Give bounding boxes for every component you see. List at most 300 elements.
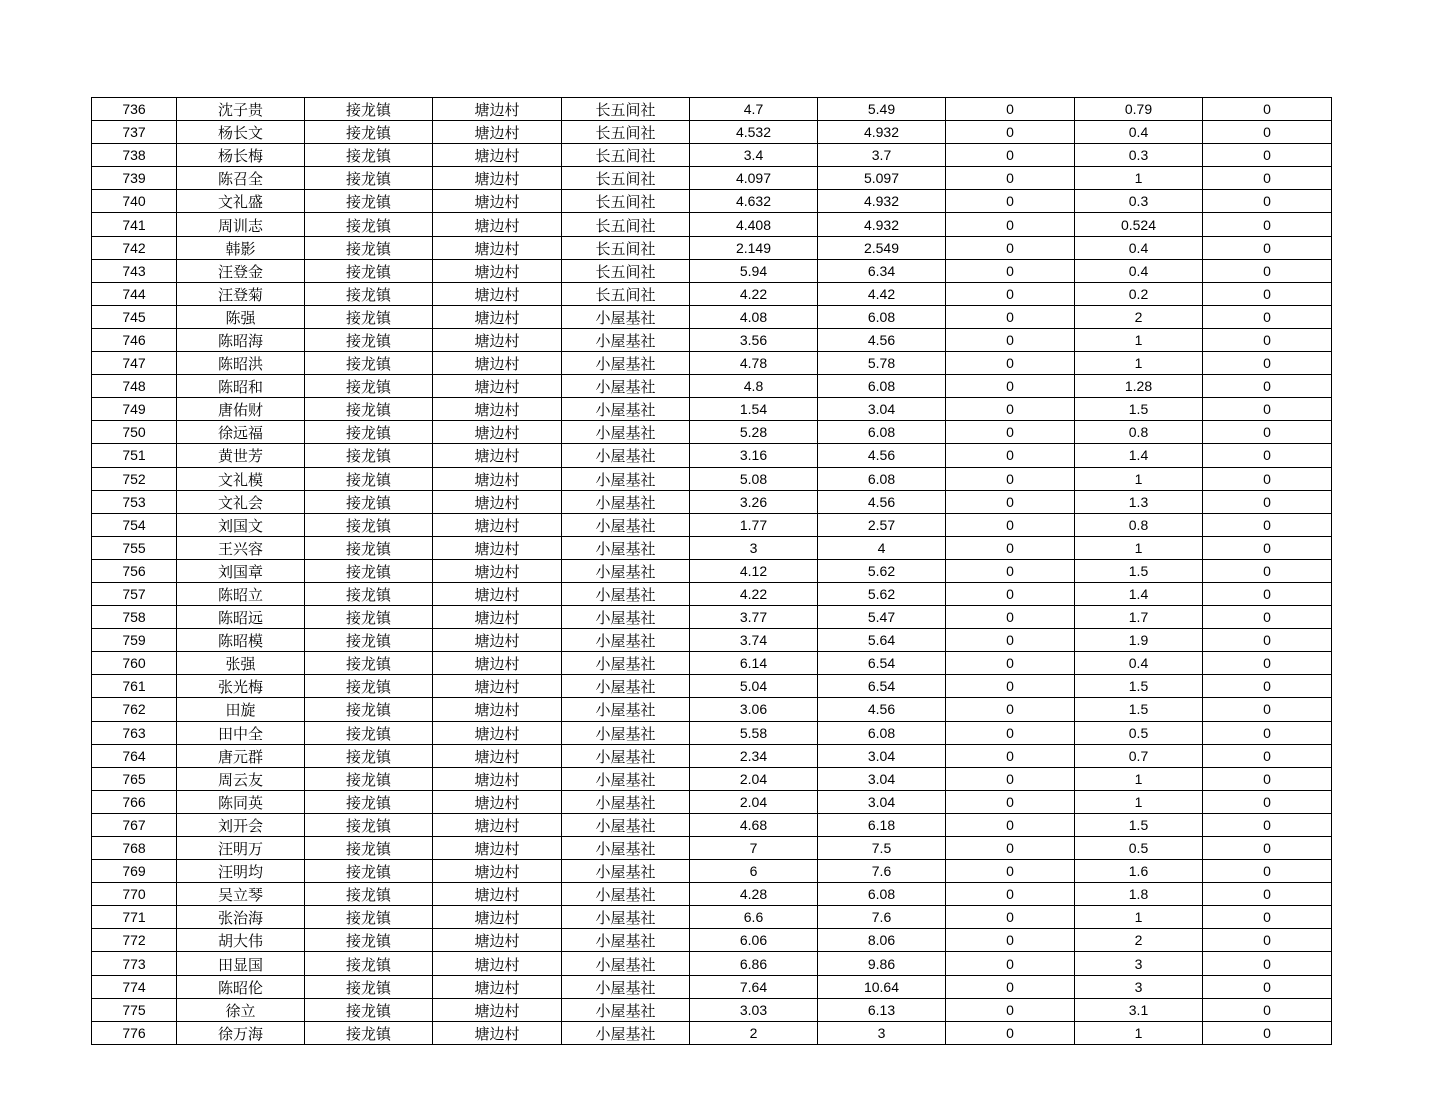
- cell-value-e: 0: [1203, 282, 1332, 305]
- cell-town: 接龙镇: [305, 767, 433, 790]
- cell-village: 塘边村: [433, 259, 562, 282]
- cell-town: 接龙镇: [305, 929, 433, 952]
- cell-village: 塘边村: [433, 698, 562, 721]
- cell-name: 陈昭洪: [177, 352, 305, 375]
- cell-row-number: 769: [92, 860, 177, 883]
- cell-value-a: 2.149: [690, 236, 818, 259]
- cell-town: 接龙镇: [305, 860, 433, 883]
- cell-value-a: 2.34: [690, 744, 818, 767]
- cell-value-b: 6.08: [818, 883, 946, 906]
- cell-value-d: 1.28: [1075, 375, 1203, 398]
- table-row: [92, 213, 1332, 236]
- table-row: [92, 952, 1332, 975]
- cell-value-a: 4.632: [690, 190, 818, 213]
- cell-value-d: 3: [1075, 975, 1203, 998]
- cell-town: 接龙镇: [305, 883, 433, 906]
- cell-value-d: 1: [1075, 167, 1203, 190]
- cell-group: 小屋基社: [562, 813, 690, 836]
- cell-village: 塘边村: [433, 860, 562, 883]
- cell-value-b: 9.86: [818, 952, 946, 975]
- cell-value-d: 1: [1075, 352, 1203, 375]
- cell-value-c: 0: [946, 744, 1075, 767]
- cell-value-b: 4.56: [818, 444, 946, 467]
- cell-town: 接龙镇: [305, 467, 433, 490]
- cell-value-c: 0: [946, 490, 1075, 513]
- cell-village: 塘边村: [433, 213, 562, 236]
- cell-group: 小屋基社: [562, 352, 690, 375]
- cell-group: 小屋基社: [562, 606, 690, 629]
- cell-value-b: 5.62: [818, 582, 946, 605]
- cell-value-d: 1.5: [1075, 675, 1203, 698]
- cell-name: 陈昭远: [177, 606, 305, 629]
- cell-row-number: 739: [92, 167, 177, 190]
- cell-row-number: 753: [92, 490, 177, 513]
- cell-town: 接龙镇: [305, 975, 433, 998]
- table-row: [92, 675, 1332, 698]
- cell-value-b: 4.932: [818, 213, 946, 236]
- cell-group: 小屋基社: [562, 952, 690, 975]
- cell-value-a: 4.097: [690, 167, 818, 190]
- cell-value-a: 6.14: [690, 652, 818, 675]
- cell-value-d: 0.4: [1075, 236, 1203, 259]
- cell-village: 塘边村: [433, 929, 562, 952]
- cell-value-c: 0: [946, 236, 1075, 259]
- cell-name: 汪明均: [177, 860, 305, 883]
- cell-row-number: 741: [92, 213, 177, 236]
- cell-row-number: 772: [92, 929, 177, 952]
- cell-value-b: 5.78: [818, 352, 946, 375]
- cell-value-b: 10.64: [818, 975, 946, 998]
- cell-village: 塘边村: [433, 582, 562, 605]
- cell-value-b: 4.42: [818, 282, 946, 305]
- cell-town: 接龙镇: [305, 375, 433, 398]
- cell-value-c: 0: [946, 328, 1075, 351]
- cell-village: 塘边村: [433, 352, 562, 375]
- cell-town: 接龙镇: [305, 998, 433, 1021]
- cell-value-b: 5.62: [818, 559, 946, 582]
- table-row: [92, 167, 1332, 190]
- cell-value-c: 0: [946, 860, 1075, 883]
- cell-value-a: 1.54: [690, 398, 818, 421]
- cell-village: 塘边村: [433, 606, 562, 629]
- cell-name: 文礼模: [177, 467, 305, 490]
- cell-value-c: 0: [946, 629, 1075, 652]
- cell-value-e: 0: [1203, 328, 1332, 351]
- cell-row-number: 771: [92, 906, 177, 929]
- cell-name: 韩影: [177, 236, 305, 259]
- cell-value-e: 0: [1203, 259, 1332, 282]
- cell-name: 陈同英: [177, 790, 305, 813]
- table-row: [92, 444, 1332, 467]
- cell-value-e: 0: [1203, 629, 1332, 652]
- cell-value-b: 2.57: [818, 513, 946, 536]
- cell-group: 小屋基社: [562, 652, 690, 675]
- cell-value-c: 0: [946, 98, 1075, 121]
- cell-name: 唐佑财: [177, 398, 305, 421]
- cell-town: 接龙镇: [305, 328, 433, 351]
- cell-value-b: 4.56: [818, 698, 946, 721]
- cell-value-a: 5.28: [690, 421, 818, 444]
- cell-value-b: 7.6: [818, 860, 946, 883]
- cell-name: 田旋: [177, 698, 305, 721]
- cell-row-number: 752: [92, 467, 177, 490]
- cell-value-e: 0: [1203, 421, 1332, 444]
- cell-value-c: 0: [946, 1021, 1075, 1044]
- cell-town: 接龙镇: [305, 675, 433, 698]
- cell-value-d: 0.5: [1075, 721, 1203, 744]
- table-row: [92, 698, 1332, 721]
- cell-town: 接龙镇: [305, 213, 433, 236]
- cell-value-b: 3.04: [818, 790, 946, 813]
- cell-value-d: 0.524: [1075, 213, 1203, 236]
- cell-name: 张治海: [177, 906, 305, 929]
- cell-row-number: 756: [92, 559, 177, 582]
- cell-row-number: 742: [92, 236, 177, 259]
- cell-village: 塘边村: [433, 629, 562, 652]
- cell-name: 汪登金: [177, 259, 305, 282]
- cell-village: 塘边村: [433, 675, 562, 698]
- cell-town: 接龙镇: [305, 721, 433, 744]
- cell-row-number: 764: [92, 744, 177, 767]
- cell-village: 塘边村: [433, 721, 562, 744]
- cell-value-c: 0: [946, 536, 1075, 559]
- cell-value-b: 6.08: [818, 375, 946, 398]
- cell-value-e: 0: [1203, 98, 1332, 121]
- cell-value-e: 0: [1203, 998, 1332, 1021]
- cell-row-number: 775: [92, 998, 177, 1021]
- cell-town: 接龙镇: [305, 629, 433, 652]
- cell-group: 小屋基社: [562, 421, 690, 444]
- cell-value-b: 5.49: [818, 98, 946, 121]
- cell-value-e: 0: [1203, 190, 1332, 213]
- cell-value-a: 4.7: [690, 98, 818, 121]
- cell-village: 塘边村: [433, 790, 562, 813]
- cell-town: 接龙镇: [305, 98, 433, 121]
- cell-value-a: 4.12: [690, 559, 818, 582]
- cell-village: 塘边村: [433, 883, 562, 906]
- cell-name: 徐远福: [177, 421, 305, 444]
- cell-value-d: 1.8: [1075, 883, 1203, 906]
- cell-value-b: 6.08: [818, 305, 946, 328]
- cell-village: 塘边村: [433, 467, 562, 490]
- cell-value-d: 1: [1075, 790, 1203, 813]
- table-row: [92, 421, 1332, 444]
- table-row: [92, 328, 1332, 351]
- cell-name: 陈强: [177, 305, 305, 328]
- cell-value-d: 1.4: [1075, 582, 1203, 605]
- cell-value-b: 2.549: [818, 236, 946, 259]
- cell-value-c: 0: [946, 282, 1075, 305]
- cell-name: 陈昭和: [177, 375, 305, 398]
- table-row: [92, 582, 1332, 605]
- cell-value-a: 3: [690, 536, 818, 559]
- cell-value-e: 0: [1203, 790, 1332, 813]
- cell-group: 长五间社: [562, 236, 690, 259]
- cell-village: 塘边村: [433, 744, 562, 767]
- cell-value-b: 4.932: [818, 190, 946, 213]
- cell-group: 小屋基社: [562, 929, 690, 952]
- cell-value-b: 4.56: [818, 328, 946, 351]
- cell-value-e: 0: [1203, 675, 1332, 698]
- cell-row-number: 743: [92, 259, 177, 282]
- cell-value-c: 0: [946, 998, 1075, 1021]
- cell-value-e: 0: [1203, 906, 1332, 929]
- household-data-table: [91, 97, 1332, 1045]
- cell-group: 小屋基社: [562, 860, 690, 883]
- cell-group: 小屋基社: [562, 675, 690, 698]
- cell-name: 张光梅: [177, 675, 305, 698]
- cell-row-number: 744: [92, 282, 177, 305]
- cell-value-e: 0: [1203, 813, 1332, 836]
- cell-value-b: 5.47: [818, 606, 946, 629]
- cell-town: 接龙镇: [305, 790, 433, 813]
- cell-value-b: 4: [818, 536, 946, 559]
- cell-row-number: 776: [92, 1021, 177, 1044]
- cell-value-d: 0.3: [1075, 190, 1203, 213]
- cell-town: 接龙镇: [305, 398, 433, 421]
- cell-value-e: 0: [1203, 744, 1332, 767]
- cell-value-e: 0: [1203, 1021, 1332, 1044]
- table-row: [92, 998, 1332, 1021]
- cell-value-d: 0.4: [1075, 259, 1203, 282]
- cell-value-c: 0: [946, 559, 1075, 582]
- cell-row-number: 757: [92, 582, 177, 605]
- cell-value-c: 0: [946, 790, 1075, 813]
- cell-name: 王兴容: [177, 536, 305, 559]
- cell-value-b: 3.7: [818, 144, 946, 167]
- cell-group: 小屋基社: [562, 513, 690, 536]
- cell-row-number: 737: [92, 121, 177, 144]
- cell-row-number: 755: [92, 536, 177, 559]
- cell-value-c: 0: [946, 582, 1075, 605]
- cell-group: 小屋基社: [562, 375, 690, 398]
- cell-group: 小屋基社: [562, 698, 690, 721]
- cell-value-e: 0: [1203, 236, 1332, 259]
- cell-town: 接龙镇: [305, 513, 433, 536]
- table-row: [92, 190, 1332, 213]
- cell-value-a: 6: [690, 860, 818, 883]
- cell-value-e: 0: [1203, 582, 1332, 605]
- cell-value-c: 0: [946, 952, 1075, 975]
- cell-value-c: 0: [946, 975, 1075, 998]
- table-row: [92, 860, 1332, 883]
- cell-value-c: 0: [946, 675, 1075, 698]
- table-row: [92, 467, 1332, 490]
- cell-group: 小屋基社: [562, 559, 690, 582]
- cell-value-a: 3.06: [690, 698, 818, 721]
- cell-value-e: 0: [1203, 467, 1332, 490]
- cell-group: 小屋基社: [562, 398, 690, 421]
- cell-value-e: 0: [1203, 952, 1332, 975]
- cell-row-number: 763: [92, 721, 177, 744]
- cell-name: 田显国: [177, 952, 305, 975]
- cell-row-number: 770: [92, 883, 177, 906]
- cell-town: 接龙镇: [305, 282, 433, 305]
- cell-town: 接龙镇: [305, 352, 433, 375]
- cell-value-c: 0: [946, 352, 1075, 375]
- table-row: [92, 490, 1332, 513]
- cell-value-c: 0: [946, 606, 1075, 629]
- cell-value-d: 1.4: [1075, 444, 1203, 467]
- cell-group: 小屋基社: [562, 998, 690, 1021]
- cell-value-a: 7: [690, 837, 818, 860]
- cell-row-number: 750: [92, 421, 177, 444]
- cell-value-e: 0: [1203, 305, 1332, 328]
- cell-group: 小屋基社: [562, 906, 690, 929]
- cell-group: 小屋基社: [562, 975, 690, 998]
- cell-value-a: 3.74: [690, 629, 818, 652]
- cell-value-e: 0: [1203, 975, 1332, 998]
- cell-value-b: 4.932: [818, 121, 946, 144]
- cell-group: 长五间社: [562, 98, 690, 121]
- cell-value-b: 6.08: [818, 421, 946, 444]
- cell-value-a: 5.08: [690, 467, 818, 490]
- cell-value-c: 0: [946, 906, 1075, 929]
- cell-group: 小屋基社: [562, 582, 690, 605]
- cell-value-a: 2: [690, 1021, 818, 1044]
- cell-town: 接龙镇: [305, 952, 433, 975]
- cell-value-a: 2.04: [690, 767, 818, 790]
- cell-value-c: 0: [946, 444, 1075, 467]
- cell-town: 接龙镇: [305, 906, 433, 929]
- cell-value-c: 0: [946, 213, 1075, 236]
- cell-value-d: 1.7: [1075, 606, 1203, 629]
- cell-value-a: 3.4: [690, 144, 818, 167]
- cell-row-number: 736: [92, 98, 177, 121]
- cell-town: 接龙镇: [305, 490, 433, 513]
- cell-town: 接龙镇: [305, 144, 433, 167]
- cell-row-number: 749: [92, 398, 177, 421]
- cell-value-b: 4.56: [818, 490, 946, 513]
- cell-value-a: 4.22: [690, 282, 818, 305]
- table-row: [92, 1021, 1332, 1044]
- cell-row-number: 738: [92, 144, 177, 167]
- cell-village: 塘边村: [433, 813, 562, 836]
- cell-value-e: 0: [1203, 606, 1332, 629]
- cell-group: 小屋基社: [562, 744, 690, 767]
- table-row: [92, 790, 1332, 813]
- cell-row-number: 765: [92, 767, 177, 790]
- cell-town: 接龙镇: [305, 421, 433, 444]
- cell-value-c: 0: [946, 698, 1075, 721]
- cell-name: 周训志: [177, 213, 305, 236]
- cell-name: 汪登菊: [177, 282, 305, 305]
- cell-town: 接龙镇: [305, 559, 433, 582]
- cell-village: 塘边村: [433, 490, 562, 513]
- table-row: [92, 259, 1332, 282]
- cell-value-d: 0.79: [1075, 98, 1203, 121]
- cell-group: 小屋基社: [562, 490, 690, 513]
- cell-value-e: 0: [1203, 652, 1332, 675]
- cell-name: 徐立: [177, 998, 305, 1021]
- cell-group: 长五间社: [562, 121, 690, 144]
- cell-name: 文礼会: [177, 490, 305, 513]
- table-row: [92, 606, 1332, 629]
- cell-row-number: 754: [92, 513, 177, 536]
- table-row: [92, 513, 1332, 536]
- cell-value-e: 0: [1203, 375, 1332, 398]
- cell-name: 沈子贵: [177, 98, 305, 121]
- cell-town: 接龙镇: [305, 167, 433, 190]
- cell-value-c: 0: [946, 167, 1075, 190]
- cell-village: 塘边村: [433, 144, 562, 167]
- cell-village: 塘边村: [433, 98, 562, 121]
- cell-village: 塘边村: [433, 1021, 562, 1044]
- cell-village: 塘边村: [433, 559, 562, 582]
- cell-value-d: 0.5: [1075, 837, 1203, 860]
- cell-value-c: 0: [946, 883, 1075, 906]
- cell-village: 塘边村: [433, 236, 562, 259]
- cell-village: 塘边村: [433, 421, 562, 444]
- cell-value-a: 4.78: [690, 352, 818, 375]
- cell-name: 陈昭海: [177, 328, 305, 351]
- cell-value-b: 6.08: [818, 467, 946, 490]
- cell-value-d: 1.5: [1075, 813, 1203, 836]
- table-row: [92, 352, 1332, 375]
- cell-village: 塘边村: [433, 513, 562, 536]
- cell-group: 小屋基社: [562, 305, 690, 328]
- cell-value-c: 0: [946, 467, 1075, 490]
- cell-value-c: 0: [946, 652, 1075, 675]
- cell-group: 小屋基社: [562, 721, 690, 744]
- cell-value-d: 1.5: [1075, 698, 1203, 721]
- cell-value-e: 0: [1203, 698, 1332, 721]
- cell-value-d: 2: [1075, 305, 1203, 328]
- cell-value-a: 7.64: [690, 975, 818, 998]
- cell-town: 接龙镇: [305, 1021, 433, 1044]
- cell-value-d: 1: [1075, 536, 1203, 559]
- cell-town: 接龙镇: [305, 236, 433, 259]
- cell-value-a: 6.6: [690, 906, 818, 929]
- cell-town: 接龙镇: [305, 606, 433, 629]
- cell-name: 吴立琴: [177, 883, 305, 906]
- table-row: [92, 929, 1332, 952]
- cell-value-e: 0: [1203, 767, 1332, 790]
- table-row: [92, 236, 1332, 259]
- cell-group: 小屋基社: [562, 767, 690, 790]
- cell-group: 长五间社: [562, 282, 690, 305]
- cell-name: 胡大伟: [177, 929, 305, 952]
- cell-name: 唐元群: [177, 744, 305, 767]
- cell-value-b: 7.6: [818, 906, 946, 929]
- cell-value-d: 1.6: [1075, 860, 1203, 883]
- cell-value-d: 1: [1075, 1021, 1203, 1044]
- cell-value-c: 0: [946, 721, 1075, 744]
- cell-value-b: 6.34: [818, 259, 946, 282]
- cell-value-c: 0: [946, 190, 1075, 213]
- cell-value-d: 0.7: [1075, 744, 1203, 767]
- table-row: [92, 629, 1332, 652]
- table-body: [92, 98, 1332, 1045]
- cell-value-c: 0: [946, 375, 1075, 398]
- cell-name: 田中全: [177, 721, 305, 744]
- cell-value-a: 5.58: [690, 721, 818, 744]
- cell-value-b: 3.04: [818, 767, 946, 790]
- cell-value-b: 8.06: [818, 929, 946, 952]
- cell-group: 小屋基社: [562, 790, 690, 813]
- cell-town: 接龙镇: [305, 121, 433, 144]
- cell-value-e: 0: [1203, 144, 1332, 167]
- cell-row-number: 766: [92, 790, 177, 813]
- cell-value-a: 4.68: [690, 813, 818, 836]
- cell-row-number: 774: [92, 975, 177, 998]
- cell-value-e: 0: [1203, 167, 1332, 190]
- cell-value-a: 2.04: [690, 790, 818, 813]
- cell-value-a: 4.28: [690, 883, 818, 906]
- table-row: [92, 744, 1332, 767]
- cell-value-c: 0: [946, 513, 1075, 536]
- cell-name: 杨长文: [177, 121, 305, 144]
